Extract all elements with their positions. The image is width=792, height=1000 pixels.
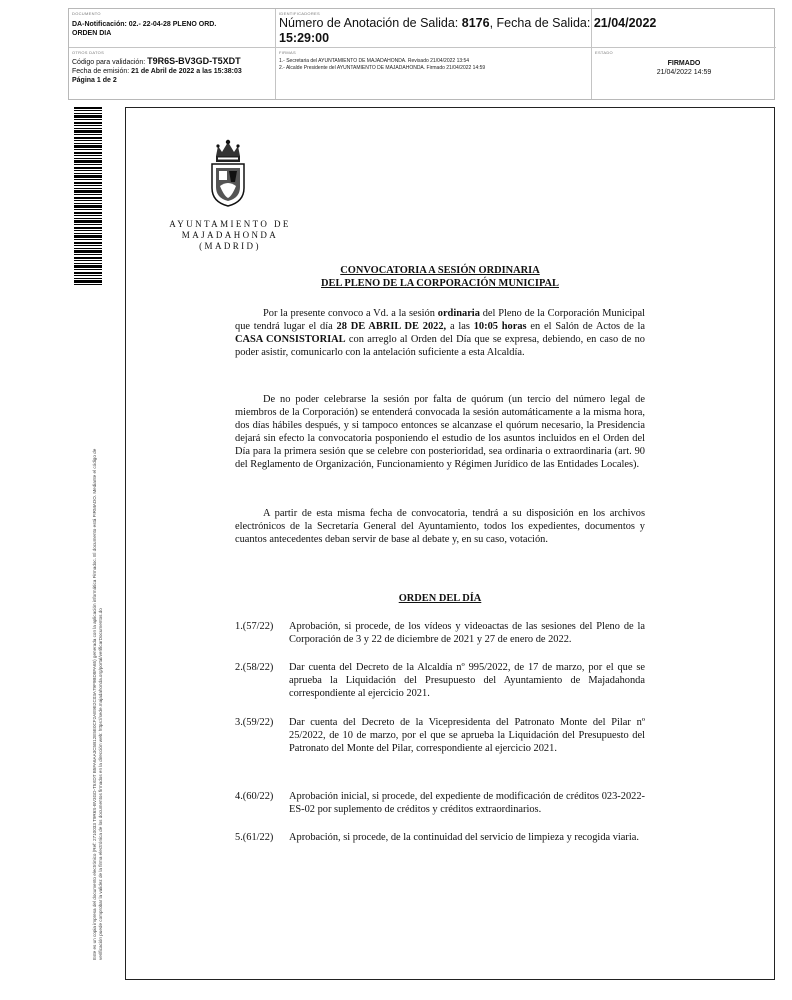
para1-text3: a las — [446, 321, 474, 332]
para1-bold-fecha: 28 DE ABRIL DE 2022, — [336, 321, 447, 332]
anotacion-number: 8176 — [461, 16, 490, 30]
fecha-salida: 21/04/2022 — [593, 16, 657, 30]
otros-datos-cell — [69, 48, 275, 100]
estado-cell — [592, 48, 776, 100]
documento-line1: DA-Notificación: 02.- 22-04-28 PLENO ORD. — [72, 21, 217, 28]
barcode-image — [74, 107, 102, 285]
identificadores-label: IDENTIFICADORES — [279, 11, 320, 16]
anotacion-prefix: Número de Anotación de Salida: — [279, 16, 462, 30]
verification-line-1: Este es un copia impresa del documento electrónico (Ref: 2710033 T9R6S-BV3GD-T5XDT B5FA6AA3C5B12E5E0CF2AE9E2C03A79F9BD8FA65) generada con la aplicación informática Firmadoc. El documento está FIRMADO. Mediante el código de — [92, 448, 97, 960]
agenda-item-number: 2.(58/22) — [235, 662, 274, 673]
documento-label: DOCUMENTO — [72, 11, 101, 16]
coat-of-arms-icon — [207, 138, 249, 208]
para1-text2: del Pleno de la Corporación Municipal que tendrá lugar el día — [235, 308, 646, 332]
document-metadata-header — [68, 8, 775, 100]
agenda-item-text: Dar cuenta del Decreto de la Vicepresidenta del Patronato Monte del Pilar nº 25/2022, de 10 de marzo, por el que se aprueba la Liquidación del Presupuesto del Patronato del Monte del Pilar, correspondiente al ejercicio 2021. — [289, 717, 645, 754]
otros-datos-label: OTROS DATOS — [72, 50, 105, 55]
fecha-emision: 21 de Abril de 2022 a las 15:38:03 — [131, 68, 242, 75]
firma-1: 1.- Secretaria del AYUNTAMIENTO DE MAJADAHONDA. Revisado 21/04/2022 13:54 — [279, 58, 470, 64]
codigo-prefix: Código para validación: — [72, 59, 148, 66]
title-line2: DEL PLENO DE LA CORPORACIÓN MUNICIPAL — [321, 278, 559, 289]
ayuntamiento-line2: MAJADAHONDA — [181, 230, 279, 240]
agenda-item — [235, 790, 645, 816]
para1-text4: en el Salón de Actos de la — [526, 321, 645, 332]
agenda-item — [235, 831, 645, 844]
para1-bold-hora: 10:05 horas — [473, 321, 527, 332]
agenda-item-text: Aprobación inicial, si procede, del expediente de modificación de créditos 023-2022-ES-02 por suplemento de créditos y créditos extraordinarios. — [289, 791, 645, 815]
para1-text1: Por la presente convoco a Vd. a la sesión — [263, 308, 438, 319]
codigo-validacion: T9R6S-BV3GD-T5XDT — [147, 56, 241, 66]
estado-value: FIRMADO — [667, 60, 701, 67]
documento-line2: ORDEN DIA — [72, 30, 112, 37]
agenda-item-text: Aprobación, si procede, de los vídeos y videoactas de las sesiones del Pleno de la Corporación de 3 y 22 de diciembre de 2021 y 27 de enero de 2022. — [289, 621, 645, 645]
agenda-item-number: 3.(59/22) — [235, 717, 274, 728]
verification-vertical-text — [92, 300, 104, 960]
estado-label: ESTADO — [595, 50, 613, 55]
agenda-item-number: 1.(57/22) — [235, 621, 274, 632]
firma-2: 2.- Alcalde Presidente del AYUNTAMIENTO DE MAJADAHONDA. Firmado 21/04/2022 14:59 — [279, 65, 486, 71]
agenda-item-text: Aprobación, si procede, de la continuidad del servicio de limpieza y recogida viaria. — [289, 832, 639, 843]
orden-del-dia-title: ORDEN DEL DÍA — [398, 593, 482, 604]
agenda-item-text: Dar cuenta del Decreto de la Alcaldía nº 995/2022, de 17 de marzo, por el que se aprueba la Liquidación del Presupuesto del Ayuntamiento de Majadahonda correspondiente al ejercicio 2021. — [289, 662, 645, 699]
estado-fecha: 21/04/2022 14:59 — [656, 69, 712, 76]
hora-salida: 15:29:00 — [279, 31, 330, 45]
emision-prefix: Fecha de emisión: — [72, 68, 132, 75]
agenda-item — [235, 661, 645, 700]
identificadores-cell — [276, 9, 776, 47]
paragraph-disposicion: A partir de esta misma fecha de convocatoria, tendrá a su disposición en los archivos electrónicos de la Secretaría General del Ayuntamiento, todos los expedientes, documentos y cuantos antecedentes deban servir de base al debate y, en su caso, votación. — [235, 508, 645, 545]
ayuntamiento-line3: (MADRID) — [199, 241, 261, 251]
ayuntamiento-name — [160, 219, 300, 252]
para1-text5: con arreglo al Orden del Día que se expresa, debiendo, en caso de no poder asistir, comunicarlo con la antelación suficiente a esta Alcaldía. — [235, 334, 646, 358]
title-line1: CONVOCATORIA A SESIÓN ORDINARIA — [340, 265, 540, 276]
agenda-item — [235, 716, 645, 755]
agenda-item — [235, 620, 645, 646]
agenda-item-number: 4.(60/22) — [235, 791, 274, 802]
pagina-info: Página 1 de 2 — [72, 77, 117, 84]
document-title — [235, 264, 645, 290]
ayuntamiento-line1: AYUNTAMIENTO DE — [169, 219, 291, 229]
paragraph-quorum: De no poder celebrarse la sesión por falta de quórum (un tercio del número legal de miembros de la Corporación) se entenderá convocada la sesión automáticamente a la misma hora, dos días hábiles después, y si tampoco entonces se alcanzase el quórum necesario, la Presidencia dejará sin efecto la convocatoria posponiendo el estudio de los asuntos incluidos en el Orden del Día para la primera sesión que se celebre con posterioridad, sea ordinaria o extraordinaria (art. 90 del Reglamento de Organización, Funcionamiento y Régimen Jurídico de las Entidades Locales). — [235, 394, 645, 470]
para1-bold-lugar: CASA CONSISTORIAL — [235, 334, 346, 345]
documento-cell — [69, 9, 275, 47]
fecha-prefix: , Fecha de Salida: — [489, 16, 594, 30]
para1-bold-ordinaria: ordinaria — [437, 308, 480, 319]
firmas-label: FIRMAS — [279, 50, 296, 55]
agenda-item-number: 5.(61/22) — [235, 832, 274, 843]
firmas-cell — [276, 48, 591, 100]
paragraph-convocatoria — [235, 307, 645, 359]
verification-line-2: verificación puede comprobar la validez de la firma electrónica de los documentos firmados en la dirección web: https://sede.majadahonda.org/portal/verificarDocumentos.do — [98, 608, 103, 960]
